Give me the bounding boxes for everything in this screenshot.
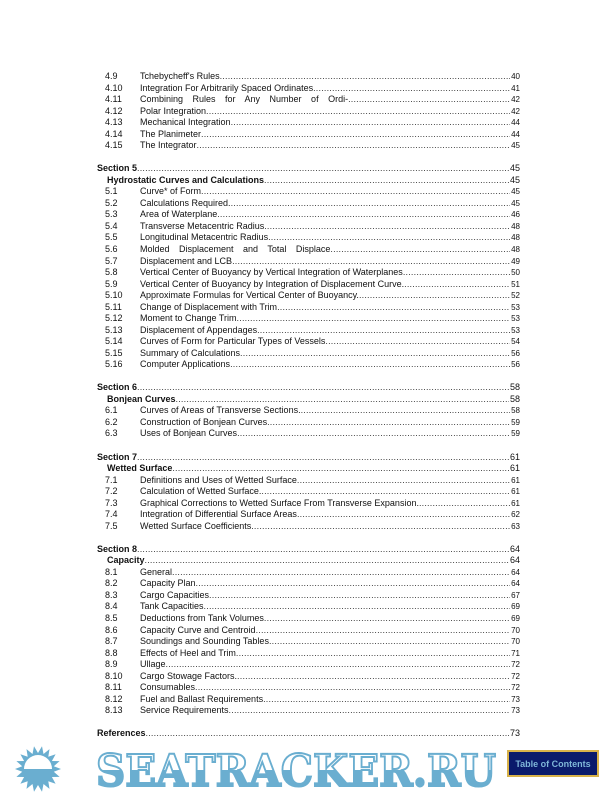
entry-title: Summary of Calculations [140,347,241,358]
dot-leader [301,405,511,417]
entry-page-number: 58 [509,382,520,393]
entry-title: Change of Displacement with Trim [140,301,278,312]
entry-page-number: 42 [511,106,520,116]
entry-number: 4.13 [105,117,123,128]
entry-page-number: 45 [509,174,520,185]
dot-leader [137,452,509,464]
entry-number: 6.1 [105,405,118,416]
toc-entry[interactable] [97,244,520,256]
dot-leader [236,648,510,660]
toc-entry[interactable] [97,428,520,440]
dot-leader [256,625,511,637]
entry-title: Curves of Areas of Transverse Sections. [140,405,301,416]
toc-entry[interactable] [97,209,520,221]
entry-title: Cargo Stowage Factors. [140,670,238,681]
toc-entry[interactable] [97,256,520,268]
entry-title: Combining Rules for Any Number of Ordi- [140,94,349,105]
entry-page-number: 69 [511,602,520,612]
entry-number: 5.15 [105,347,123,358]
entry-number: 8.13 [105,705,123,716]
toc-entry[interactable] [97,302,520,314]
dot-leader [237,671,510,683]
entry-page-number: 44 [511,118,520,128]
dot-leader [172,567,510,579]
entry-page-number: 67 [511,590,520,600]
dot-leader [146,728,509,740]
toc-entry[interactable] [97,648,520,660]
toc-section-heading[interactable] [97,728,520,740]
entry-title: Vertical Center of Buoyancy by Integration of Displacement Curve. [140,278,405,289]
entry-title: Mechanical Integration [140,117,231,128]
toc-entry[interactable] [97,117,520,129]
toc-entry[interactable] [97,140,520,152]
dot-leader [269,636,510,648]
table-of-contents-button[interactable]: Table of Contents [507,750,599,777]
entry-number: 7.4 [105,509,118,520]
toc-entry[interactable] [97,348,520,360]
entry-page-number: 41 [511,83,520,93]
entry-number: 8.5 [105,612,118,623]
entry-title: Graphical Corrections to Wetted Surface From Transverse Expansion. [140,497,419,508]
dot-leader [330,244,510,256]
dot-leader [325,336,510,348]
spacer [97,152,520,164]
toc-entry[interactable] [97,336,520,348]
entry-page-number: 70 [511,637,520,647]
entry-title: Molded Displacement and Total Displace [140,243,331,254]
entry-title: Service Requirements [140,705,229,716]
entry-title: Calculation of Wetted Surface. [140,486,262,497]
entry-number: 5.7 [105,255,118,266]
table-of-contents [97,71,520,740]
toc-entry[interactable] [97,486,520,498]
toc-entry[interactable] [97,498,520,510]
dot-leader [209,590,510,602]
entry-page-number: 48 [511,221,520,231]
dot-leader [137,382,509,394]
dot-leader [419,498,510,510]
entry-title: Construction of Bonjean Curves [140,416,268,427]
toc-entry[interactable] [97,325,520,337]
toc-entry[interactable] [97,313,520,325]
entry-page-number: 56 [511,360,520,370]
entry-page-number: 64 [511,567,520,577]
entry-title: Displacement and LCB [140,255,233,266]
toc-section-title[interactable] [97,555,520,567]
entry-page-number: 45 [509,163,520,174]
dot-leader [267,417,510,429]
entry-page-number: 50 [511,268,520,278]
entry-title: Section 5 [97,163,138,174]
dot-leader [348,94,510,106]
entry-title: The Integrator [140,140,197,151]
toc-entry[interactable] [97,232,520,244]
entry-title: Tank Capacities [140,601,204,612]
toc-entry[interactable] [97,221,520,233]
entry-page-number: 73 [511,694,520,704]
entry-number: 5.12 [105,313,123,324]
entry-number: 5.11 [105,301,122,312]
entry-page-number: 53 [511,325,520,335]
entry-number: 8.1 [105,566,118,577]
entry-number: 5.1 [105,186,118,197]
entry-page-number: 48 [511,244,520,254]
entry-title: Bonjean Curves [107,393,176,404]
dot-leader [172,463,509,475]
entry-title: Section 8 [97,543,138,554]
entry-page-number: 73 [511,706,520,716]
dot-leader [263,694,510,706]
toc-entry[interactable] [97,705,520,717]
dot-leader [176,394,509,406]
entry-title: Capacity Curve and Centroid [140,624,256,635]
spacer [97,440,520,452]
toc-entry[interactable] [97,625,520,637]
dot-leader [240,348,510,360]
entry-title: Consumables [140,682,196,693]
entry-page-number: 61 [511,498,520,508]
dot-leader [251,521,510,533]
toc-section-heading[interactable] [97,382,520,394]
entry-page-number: 40 [511,72,520,81]
toc-entry[interactable] [97,601,520,613]
entry-number: 5.16 [105,359,123,370]
toc-section-heading[interactable] [97,452,520,464]
entry-page-number: 61 [511,487,520,497]
entry-page-number: 56 [511,348,520,358]
entry-title: Ullage [140,659,166,670]
entry-title: Curves of Form for Particular Types of Vessels [140,336,326,347]
dot-leader [264,175,509,187]
entry-title: Wetted Surface Coefficients [140,520,252,531]
entry-number: 4.10 [105,82,123,93]
entry-page-number: 45 [511,198,520,208]
entry-number: 8.3 [105,589,118,600]
toc-entry[interactable] [97,359,520,371]
dot-leader [264,221,510,233]
entry-page-number: 61 [509,451,520,462]
entry-number: 8.4 [105,601,118,612]
entry-number: 5.8 [105,267,118,278]
entry-page-number: 51 [511,279,520,289]
entry-number: 5.13 [105,324,123,335]
dot-leader [257,325,510,337]
toc-entry[interactable] [97,475,520,487]
dot-leader [206,106,510,118]
entry-title: Integration For Arbitrarily Spaced Ordinates [140,82,314,93]
spacer [97,532,520,544]
entry-page-number: 52 [511,291,520,301]
entry-number: 5.10 [105,290,123,301]
entry-page-number: 53 [511,302,520,312]
seatracker-watermark [0,743,505,792]
entry-number: 8.2 [105,578,118,589]
entry-page-number: 72 [511,671,520,681]
toc-entry[interactable] [97,578,520,590]
entry-page-number: 44 [511,129,520,139]
dot-leader [204,601,511,613]
toc-entry[interactable] [97,129,520,141]
entry-page-number: 46 [511,210,520,220]
entry-page-number: 48 [511,233,520,243]
entry-page-number: 59 [511,417,520,427]
entry-number: 7.3 [105,497,118,508]
toc-entry[interactable] [97,71,520,83]
entry-title: Capacity [107,555,145,566]
entry-number: 5.9 [105,278,118,289]
toc-entry[interactable] [97,290,520,302]
toc-entry[interactable] [97,405,520,417]
entry-number: 6.3 [105,428,118,439]
entry-title: Tchebycheff's Rules [140,71,220,81]
entry-title: Section 7 [97,451,138,462]
toc-entry[interactable] [97,521,520,533]
entry-title: Polar Integration [140,105,207,116]
dot-leader [297,509,510,521]
entry-number: 5.3 [105,209,118,220]
dot-leader [232,256,510,268]
dot-leader [137,544,509,556]
entry-title: Longitudinal Metacentric Radius [140,232,269,243]
entry-number: 8.6 [105,624,118,635]
toc-entry[interactable] [97,613,520,625]
entry-page-number: 49 [511,256,520,266]
toc-entry[interactable] [97,186,520,198]
entry-page-number: 58 [509,393,520,404]
dot-leader [261,486,510,498]
entry-number: 5.4 [105,220,118,231]
dot-leader [277,302,510,314]
toc-entry[interactable] [97,682,520,694]
dot-leader [268,232,510,244]
entry-title: Integration of Differential Surface Areas [140,509,297,520]
dot-leader [220,71,511,83]
entry-title: Section 6 [97,382,138,393]
entry-title: Curve* of Form [140,186,202,197]
entry-number: 7.2 [105,486,118,497]
dot-leader [217,209,510,221]
spacer [97,371,520,383]
entry-title: Moment to Change Trim [140,313,237,324]
entry-page-number: 64 [509,543,520,554]
entry-number: 7.1 [105,474,118,485]
toc-section-title[interactable] [97,463,520,475]
entry-title: Cargo Capacities [140,589,210,600]
entry-number: 4.12 [105,105,123,116]
entry-page-number: 73 [509,728,520,739]
entry-page-number: 64 [511,579,520,589]
dot-leader [201,129,510,141]
entry-page-number: 62 [511,510,520,520]
entry-title: Deductions from Tank Volumes [140,612,264,623]
dot-leader [264,613,510,625]
dot-leader [237,428,510,440]
entry-page-number: 70 [511,625,520,635]
toc-entry[interactable] [97,279,520,291]
entry-title: Definitions and Uses of Wetted Surface [140,474,297,485]
watermark-logo-text: SEATRACKER.RU [96,746,496,792]
entry-number: 7.5 [105,520,118,531]
toc-section-heading[interactable] [97,544,520,556]
entry-number: 8.7 [105,636,118,647]
entry-number: 6.2 [105,416,118,427]
toc-entry[interactable] [97,83,520,95]
spacer [97,717,520,729]
toc-entry[interactable] [97,590,520,602]
entry-title: Computer Applications [140,359,231,370]
entry-page-number: 45 [511,187,520,197]
entry-title: Displacement of Appendages [140,324,258,335]
toc-entry[interactable] [97,671,520,683]
entry-number: 4.9 [105,71,118,81]
entry-title: The Planimeter [140,128,202,139]
dot-leader [196,578,511,590]
entry-page-number: 59 [511,429,520,439]
dot-leader [145,555,509,567]
entry-page-number: 63 [511,521,520,531]
toc-entry[interactable] [97,267,520,279]
toc-section-heading[interactable] [97,163,520,175]
toc-entry[interactable] [97,636,520,648]
entry-number: 5.5 [105,232,118,243]
entry-title: Effects of Heel and Trim [140,647,236,658]
entry-title: Hydrostatic Curves and Calculations [107,174,265,185]
entry-title: Transverse Metacentric Radius [140,220,265,231]
dot-leader [404,279,510,291]
entry-page-number: 72 [511,660,520,670]
dot-leader [359,290,510,302]
toc-section-title[interactable] [97,394,520,406]
toc-entry[interactable] [97,417,520,429]
dot-leader [403,267,510,279]
entry-page-number: 58 [511,406,520,416]
dot-leader [313,83,510,95]
toc-section-title[interactable] [97,175,520,187]
dot-leader [195,682,510,694]
entry-title: Fuel and Ballast Requirements [140,693,264,704]
entry-page-number: 64 [509,555,520,566]
entry-number: 8.12 [105,693,123,704]
toc-entry[interactable] [97,567,520,579]
entry-title: Calculations Required. [140,197,231,208]
toc-entry[interactable] [97,198,520,210]
entry-title: Soundings and Sounding Tables [140,636,269,647]
toc-entry[interactable] [97,509,520,521]
entry-title: General [140,566,173,577]
dot-leader [201,186,510,198]
dot-leader [166,659,511,671]
entry-page-number: 45 [511,141,520,151]
entry-number: 5.2 [105,197,118,208]
entry-title: Approximate Formulas for Vertical Center of Buoyancy. [140,290,359,301]
entry-number: 5.6 [105,243,118,254]
entry-page-number: 61 [509,463,520,474]
dot-leader [137,163,509,175]
entry-number: 4.15 [105,140,123,151]
entry-page-number: 42 [511,95,520,105]
entry-title: References [97,728,146,739]
toc-entry[interactable] [97,659,520,671]
entry-title: Area of Waterplane [140,209,218,220]
entry-page-number: 54 [511,337,520,347]
entry-title: Uses of Bonjean Curves [140,428,238,439]
dot-leader [230,359,510,371]
toc-entry[interactable] [97,106,520,118]
dot-leader [297,475,510,487]
entry-page-number: 53 [511,314,520,324]
dot-leader [237,313,511,325]
entry-number: 8.10 [105,670,123,681]
entry-number: 4.11 [105,94,122,105]
entry-page-number: 71 [511,648,520,658]
entry-number: 4.14 [105,128,123,139]
toc-entry[interactable] [97,94,520,106]
dot-leader [231,198,511,210]
entry-page-number: 69 [511,613,520,623]
entry-number: 8.11 [105,682,122,693]
entry-page-number: 72 [511,683,520,693]
dot-leader [229,705,511,717]
toc-entry[interactable] [97,694,520,706]
sun-icon [15,746,61,791]
entry-title: Wetted Surface [107,463,173,474]
entry-number: 8.9 [105,659,118,670]
dot-leader [231,117,511,129]
entry-title: Vertical Center of Buoyancy by Vertical Integration of Waterplanes [140,267,403,278]
entry-title: Capacity Plan [140,578,196,589]
entry-number: 8.8 [105,647,118,658]
dot-leader [197,140,511,152]
entry-page-number: 61 [511,475,520,485]
entry-number: 5.14 [105,336,123,347]
